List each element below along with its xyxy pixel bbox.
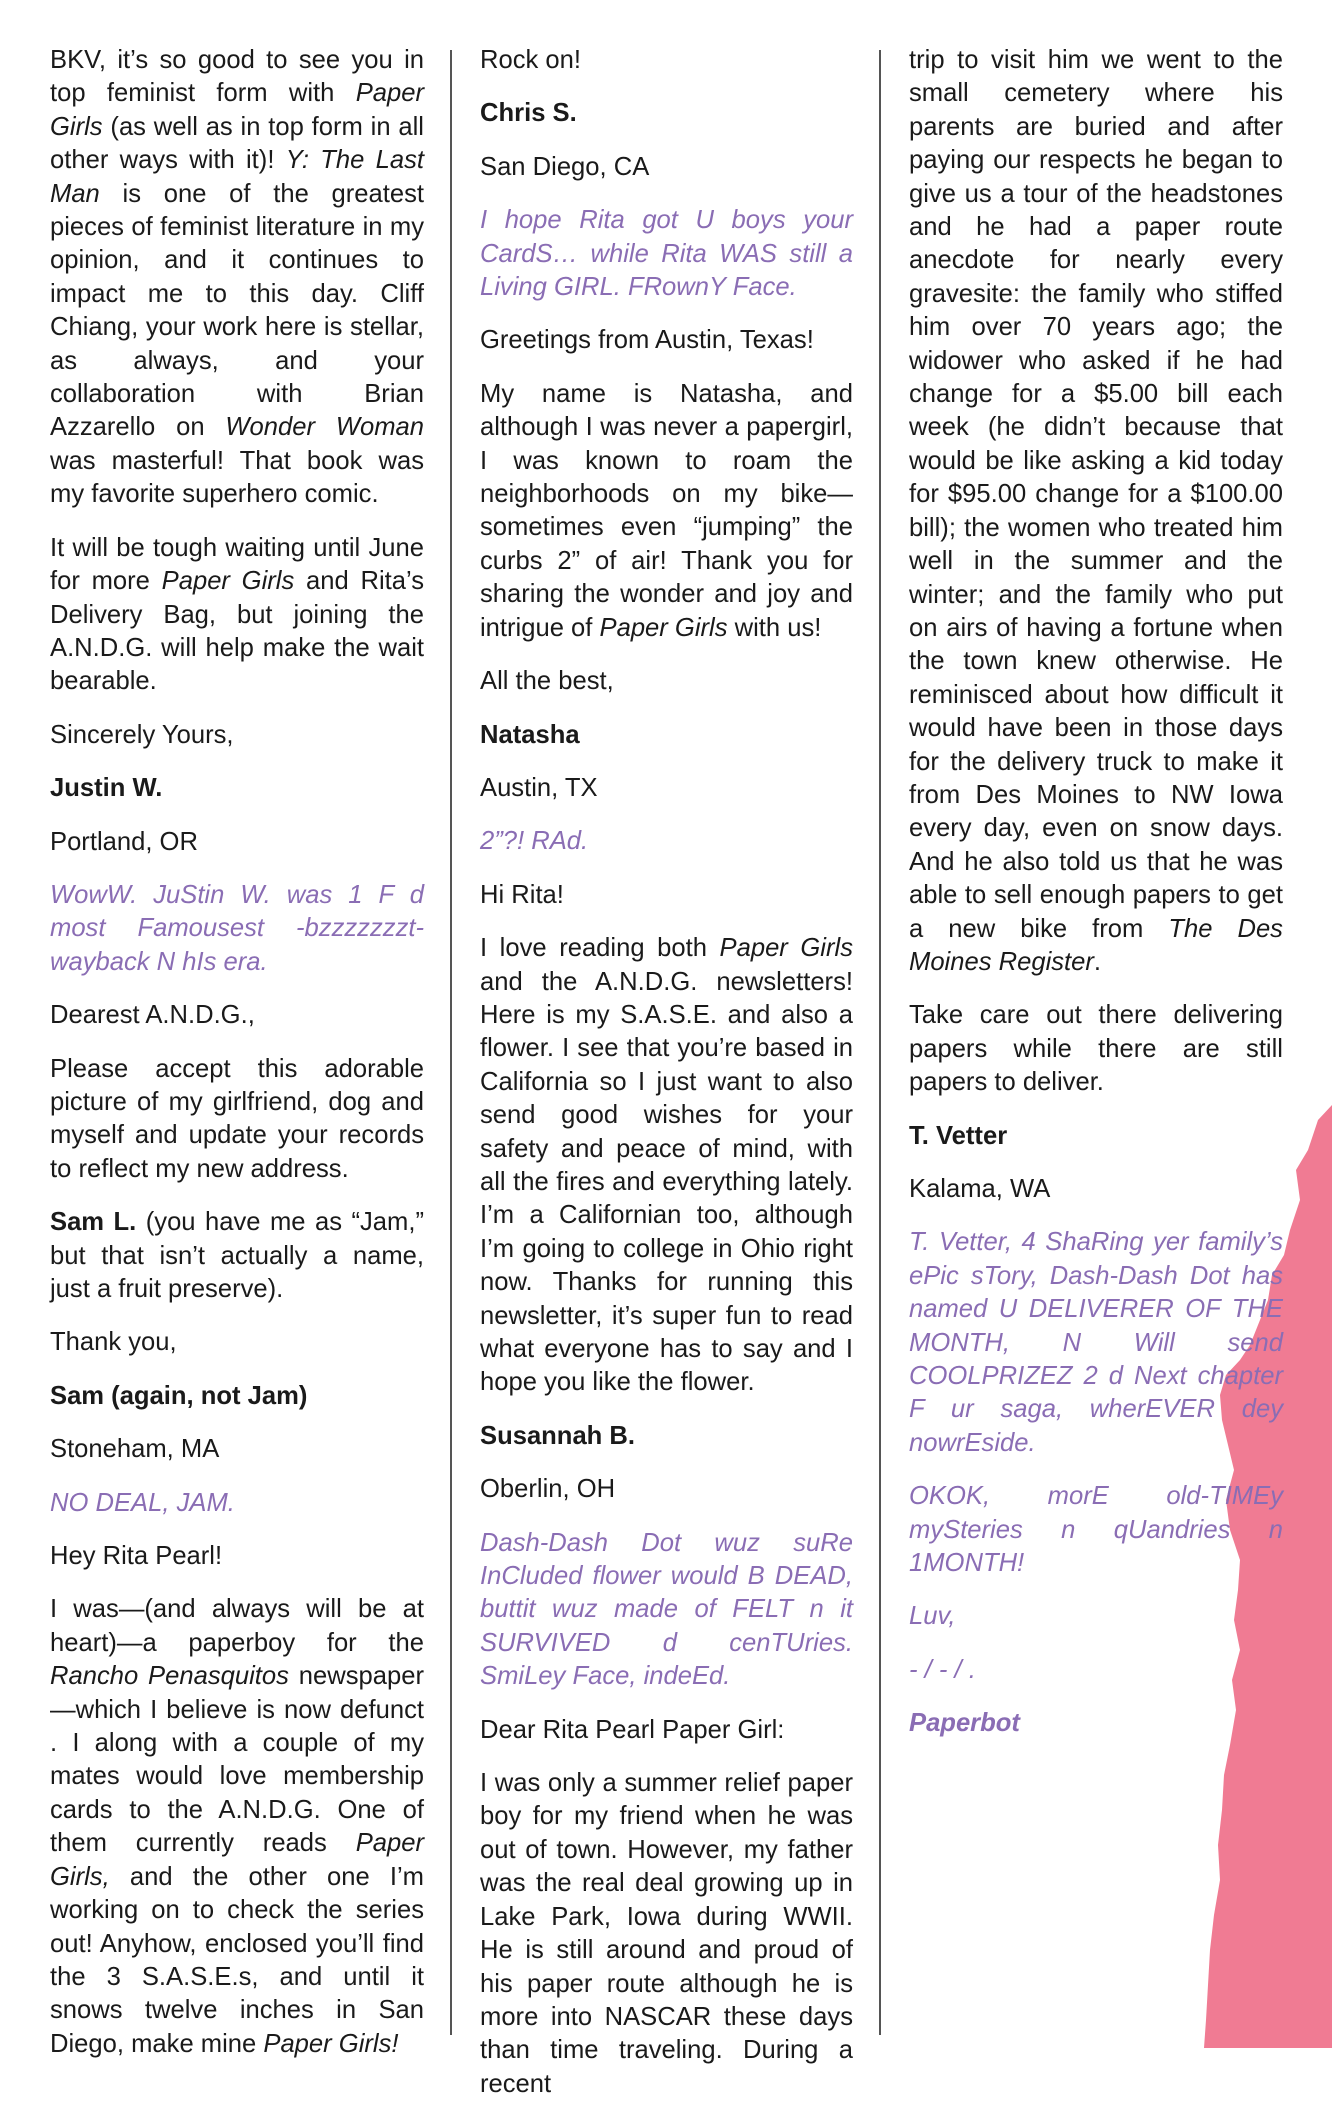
letter-paragraph: BKV, it’s so good to see you in top feminist form with Paper Girls (as well as in top form in all other ways with it)! Y: The Last Man is one of the greatest pieces of feminist literature in my opinion, and it continues to impact me to this day. Cliff Chiang, your work here is stellar, as always, and your collaboration with Brian Azzarello on Wonder Woman was masterful! That book was my favorite superhero comic. <box>50 46 425 509</box>
signature-location: Oberlin, OH <box>480 1475 616 1504</box>
signature-name: Natasha <box>480 720 580 749</box>
signature-name: Sam (again, not Jam) <box>50 1381 308 1410</box>
column-1 <box>50 44 424 2081</box>
signature-location: Stoneham, MA <box>50 1435 220 1464</box>
letter-paragraph: My name is Natasha, and although I was never a papergirl, I was known to roam the neighborhoods on my bike—sometimes even “jumping” the curbs 2” of air! Thank you for sharing the wonder and joy and intrigue of Paper Girls with us! <box>480 379 853 642</box>
signature-location: Austin, TX <box>480 773 598 802</box>
column-2 <box>480 44 853 2121</box>
letter-paragraph: Please accept this adorable picture of my girlfriend, dog and myself and update your records to reflect my new address. <box>50 1054 424 1183</box>
paperbot-closing: Luv, <box>909 1602 956 1631</box>
letter-greeting: Hey Rita Pearl! <box>50 1542 223 1571</box>
column-divider-2 <box>879 50 881 2035</box>
letter-closing: Sincerely Yours, <box>50 720 234 749</box>
letter-closing: Thank you, <box>50 1328 177 1357</box>
letter-paragraph: Sam L. (you have me as “Jam,” but that isn’t actually a name, just a fruit preserve). <box>50 1208 424 1303</box>
paperbot-signature: Paperbot <box>909 1709 1020 1738</box>
paperbot-reply: 2”?! RAd. <box>480 827 589 856</box>
signature-name: Chris S. <box>480 99 577 128</box>
letter-paragraph: trip to visit him we went to the small cemetery where his parents are buried and after paying our respects he began to give us a tour of the headstones and he had a paper route anecdote for nearly every gravesite: the family who stiffed him over 70 years ago; the widower who asked if he had change for a $5.00 bill each week (he didn’t because that would be like asking a kid today for $95.00 change for a $100.00 bill); the women who treated him well in the summer and the winter; and the family who put on airs of having a fortune when the town knew otherwise. He reminisced about how difficult it would have been in those days for the delivery truck to make it from Des Moines to NW Iowa every day, even on snow days. And he also told us that he was able to sell enough papers to get a new bike from The Des Moines Register. <box>909 46 1283 976</box>
letter-paragraph: I was—(and always will be at heart)—a paperboy for the Rancho Penasquitos newspaper—which I believe is now defunct . I along with a couple of my mates would love membership cards to the A.N.D.G. One of them currently reads Paper Girls, and the other one I’m working on to check the series out! Anyhow, enclosed you’ll find the 3 S.A.S.E.s, and until it snows twelve inches in San Diego, make mine Paper Girls! <box>50 1595 424 2058</box>
signature-location: Kalama, WA <box>909 1175 1051 1203</box>
letter-greeting: Dear Rita Pearl Paper Girl: <box>480 1715 785 1744</box>
paperbot-reply: Dash-Dash Dot wuz suRe InCluded flower would B DEAD, buttit wuz made of FELT n it SURVIVED d cenTUries. SmiLey Face, indeEd. <box>480 1528 853 1691</box>
paperbot-reply: NO DEAL, JAM. <box>50 1488 235 1517</box>
letter-paragraph: I was only a summer relief paper boy for my friend when he was out of town. However, my father was the real deal growing up in Lake Park, Iowa during WWII. He is still around and proud of his paper route although he is more into NASCAR these days than time traveling. During a recent <box>480 1769 853 2098</box>
letter-greeting: Greetings from Austin, Texas! <box>480 326 814 355</box>
paperbot-reply: OKOK, morE old-TIMEy mySteries n qUandries n 1MONTH! <box>909 1482 1283 1578</box>
letter-greeting: Dearest A.N.D.G., <box>50 1001 255 1030</box>
letter-paragraph: Take care out there delivering papers while there are still papers to deliver. <box>909 1001 1283 1097</box>
letter-paragraph: I love reading both Paper Girls and the A.N.D.G. newsletters! Here is my S.A.S.E. and also a flower. I see that you’re based in California so I just want to also send good wishes for your safety and peace of mind, with all the fires and everything lately. I’m a Californian too, although I’m going to college in Ohio right now. Thanks for running this newsletter, it’s super fun to read what everyone has to say and I hope you like the flower. <box>480 934 853 1397</box>
letter-paragraph: It will be tough waiting until June for more Paper Girls and Rita’s Delivery Bag, but joining the A.N.D.G. will help make the wait bearable. <box>50 533 424 696</box>
paperbot-reply: WowW. JuStin W. was 1 F d most Famousest -bzzzzzzzt- wayback N hIs era. <box>50 880 424 976</box>
letter-greeting: Hi Rita! <box>480 880 564 909</box>
paperbot-morse: - / - / . <box>909 1655 976 1684</box>
signature-name: Justin W. <box>50 774 163 803</box>
signature-location: San Diego, CA <box>480 152 650 181</box>
paperbot-reply: I hope Rita got U boys your CardS… while Rita WAS still a Living GIRL. FRownY Face. <box>480 206 853 302</box>
signature-name: T. Vetter <box>909 1121 1008 1150</box>
signature-location: Portland, OR <box>50 827 198 856</box>
letter-closing: All the best, <box>480 667 614 696</box>
column-divider-1 <box>450 50 452 2035</box>
paperbot-reply: T. Vetter, 4 ShaRing yer family’s ePic sTory, Dash-Dash Dot has named U DELIVERER OF THE MONTH, N Will send COOLPRIZEZ 2 d Next chapter F ur saga, wherEVER dey nowrEside. <box>909 1228 1283 1457</box>
signature-name: Susannah B. <box>480 1421 636 1450</box>
column-3 <box>909 44 1283 1761</box>
letter-closing: Rock on! <box>480 46 582 74</box>
